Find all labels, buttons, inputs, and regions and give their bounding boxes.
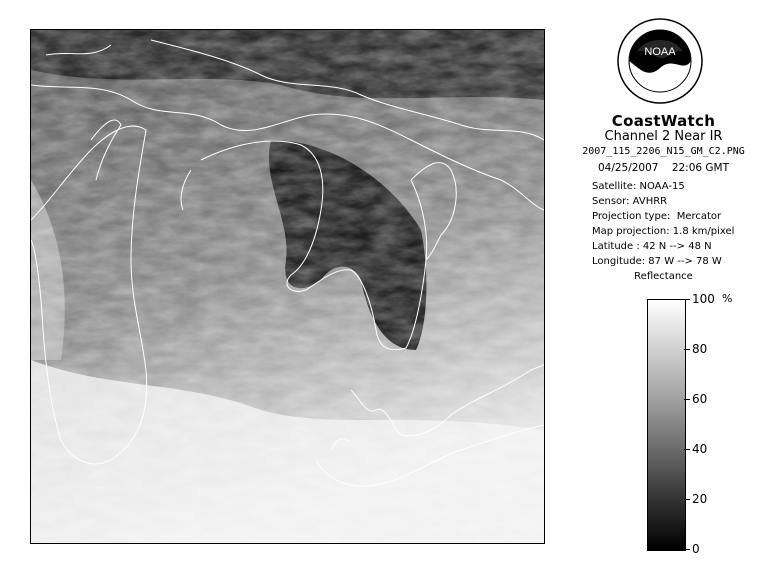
latitude-label: Latitude : 42 N --> 48 N	[592, 241, 712, 252]
colorbar-tick	[684, 499, 690, 500]
colorbar-tick-label: 0	[692, 542, 700, 556]
satellite-image	[30, 29, 545, 544]
legend-unit: %	[722, 292, 733, 305]
satellite-label: Satellite: NOAA-15	[592, 181, 685, 192]
app-title: CoastWatch	[611, 112, 716, 130]
reflectance-colorbar	[647, 299, 686, 551]
longitude-label: Longitude: 87 W --> 78 W	[592, 256, 722, 267]
colorbar-tick	[684, 299, 690, 300]
colorbar-tick	[684, 349, 690, 350]
colorbar-tick-label: 40	[692, 442, 708, 456]
legend-title: Reflectance	[634, 271, 693, 282]
channel-label: Channel 2 Near IR	[604, 129, 723, 144]
colorbar-tick	[684, 549, 690, 550]
filename-label: 2007_115_2206_N15_GM_C2.PNG	[582, 146, 745, 157]
logo-text: NOAA	[644, 46, 676, 58]
great-lakes-map	[31, 30, 544, 543]
projection-type-label: Projection type: Mercator	[592, 211, 722, 222]
colorbar-tick-label: 60	[692, 392, 708, 406]
sensor-label: Sensor: AVHRR	[592, 196, 668, 207]
noaa-logo	[617, 18, 703, 104]
datetime-label: 04/25/2007 22:06 GMT	[597, 162, 730, 174]
colorbar-tick-label: 100	[692, 292, 715, 306]
map-projection-label: Map projection: 1.8 km/pixel	[592, 226, 735, 237]
colorbar-tick-label: 20	[692, 492, 708, 506]
colorbar-tick	[684, 449, 690, 450]
metadata-list	[592, 179, 734, 269]
colorbar-tick-label: 80	[692, 342, 708, 356]
colorbar-tick	[684, 399, 690, 400]
